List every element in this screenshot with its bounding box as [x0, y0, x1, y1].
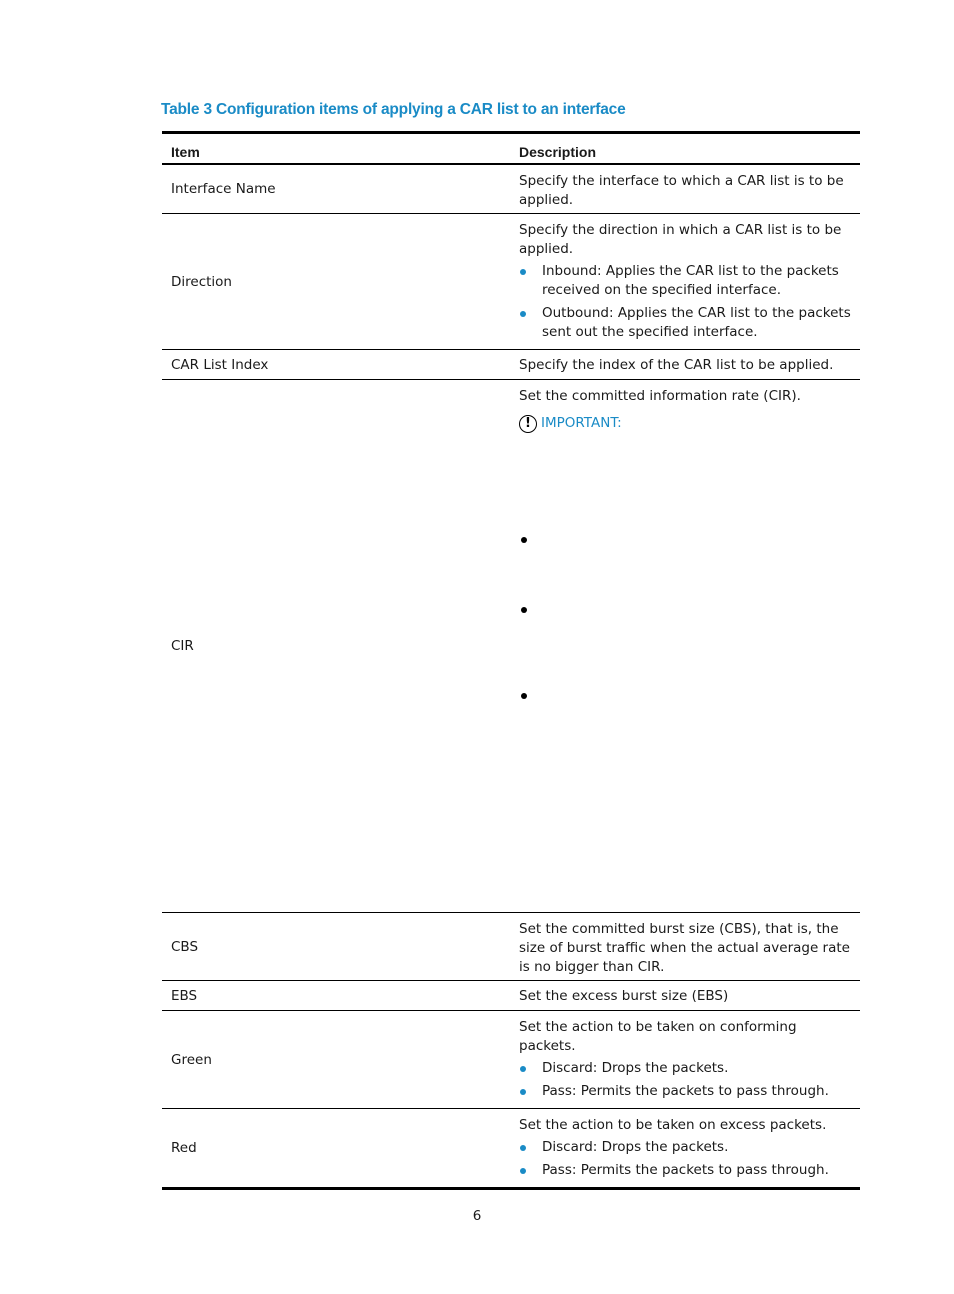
table-row	[162, 981, 860, 1011]
description-text: Set the action to be taken on conforming packets.	[519, 1019, 797, 1054]
item-cell: EBS	[162, 981, 510, 1011]
table-caption: Table 3 Configuration items of applying a CAR list to an interface	[161, 101, 626, 118]
description-text: Set the committed information rate (CIR).	[519, 388, 801, 404]
list-item-text: Discard: Drops the packets.	[542, 1139, 729, 1155]
item-cell: Red	[171, 1140, 197, 1156]
exclamation-circle-icon: !	[519, 415, 537, 433]
header-description: Description	[510, 133, 860, 165]
list-item	[519, 304, 854, 342]
list-item	[519, 262, 854, 300]
important-note	[519, 414, 854, 433]
description-cell	[510, 981, 860, 1011]
item-cell: CBS	[162, 913, 510, 981]
list-item	[519, 1059, 854, 1078]
page-number: 6	[472, 1208, 482, 1224]
table-row	[162, 214, 860, 350]
table-row	[162, 1011, 860, 1109]
header-item: Item	[162, 133, 510, 165]
description-cell	[510, 214, 860, 350]
list-item-text: Discard: Drops the packets.	[542, 1060, 729, 1076]
table-row	[162, 380, 860, 913]
bullet-dot-icon	[520, 1066, 526, 1072]
bullet-list	[519, 262, 854, 342]
item-cell: CAR List Index	[162, 350, 510, 380]
bullet-dot-icon	[521, 693, 527, 699]
list-item	[519, 1138, 854, 1157]
table-row	[162, 164, 860, 214]
list-item-text: Outbound: Applies the CAR list to the packets sent out the specified interface.	[542, 305, 851, 340]
important-label: IMPORTANT:	[541, 415, 622, 431]
bullet-dot-icon	[521, 537, 527, 543]
bullet-dot-icon	[520, 1168, 526, 1174]
list-item	[519, 1082, 854, 1101]
description-cell	[510, 913, 860, 981]
list-item-text: Pass: Permits the packets to pass through.	[542, 1083, 829, 1099]
cir-description	[519, 387, 854, 909]
list-item-text: Inbound: Applies the CAR list to the packets received on the specified interface.	[542, 263, 839, 298]
description-text: Set the excess burst size (EBS)	[519, 987, 729, 1004]
bullet-dot-icon	[520, 1145, 526, 1151]
description-cell	[510, 350, 860, 380]
description-text: Set the action to be taken on excess packets.	[519, 1117, 827, 1133]
description-text: Specify the interface to which a CAR list is to be applied.	[519, 173, 844, 208]
item-cell: CIR	[162, 380, 510, 913]
bullet-list	[519, 1138, 854, 1180]
description-cell	[510, 1109, 860, 1189]
config-table	[162, 131, 860, 1190]
item-cell: Green	[162, 1011, 510, 1109]
bullet-dot-icon	[520, 1089, 526, 1095]
list-item	[519, 1161, 854, 1180]
description-cell	[510, 380, 860, 913]
bullet-list	[519, 1059, 854, 1101]
bullet-dot-icon	[520, 311, 526, 317]
item-cell: Interface Name	[162, 164, 510, 214]
bullet-dot-icon	[520, 269, 526, 275]
table-header-row	[162, 133, 860, 165]
description-cell	[510, 1011, 860, 1109]
table-row	[162, 913, 860, 981]
list-item-text: Pass: Permits the packets to pass through.	[542, 1162, 829, 1178]
description-cell	[510, 164, 860, 214]
table-row	[162, 1109, 860, 1189]
table-row	[162, 350, 860, 380]
description-text: Set the committed burst size (CBS), that is, the size of burst traffic when the actual average rate is no bigger than CIR.	[519, 921, 850, 975]
bullet-dot-icon	[521, 607, 527, 613]
description-text: Specify the index of the CAR list to be applied.	[519, 356, 834, 373]
description-text: Specify the direction in which a CAR list is to be applied.	[519, 222, 842, 257]
item-cell: Direction	[162, 214, 510, 350]
